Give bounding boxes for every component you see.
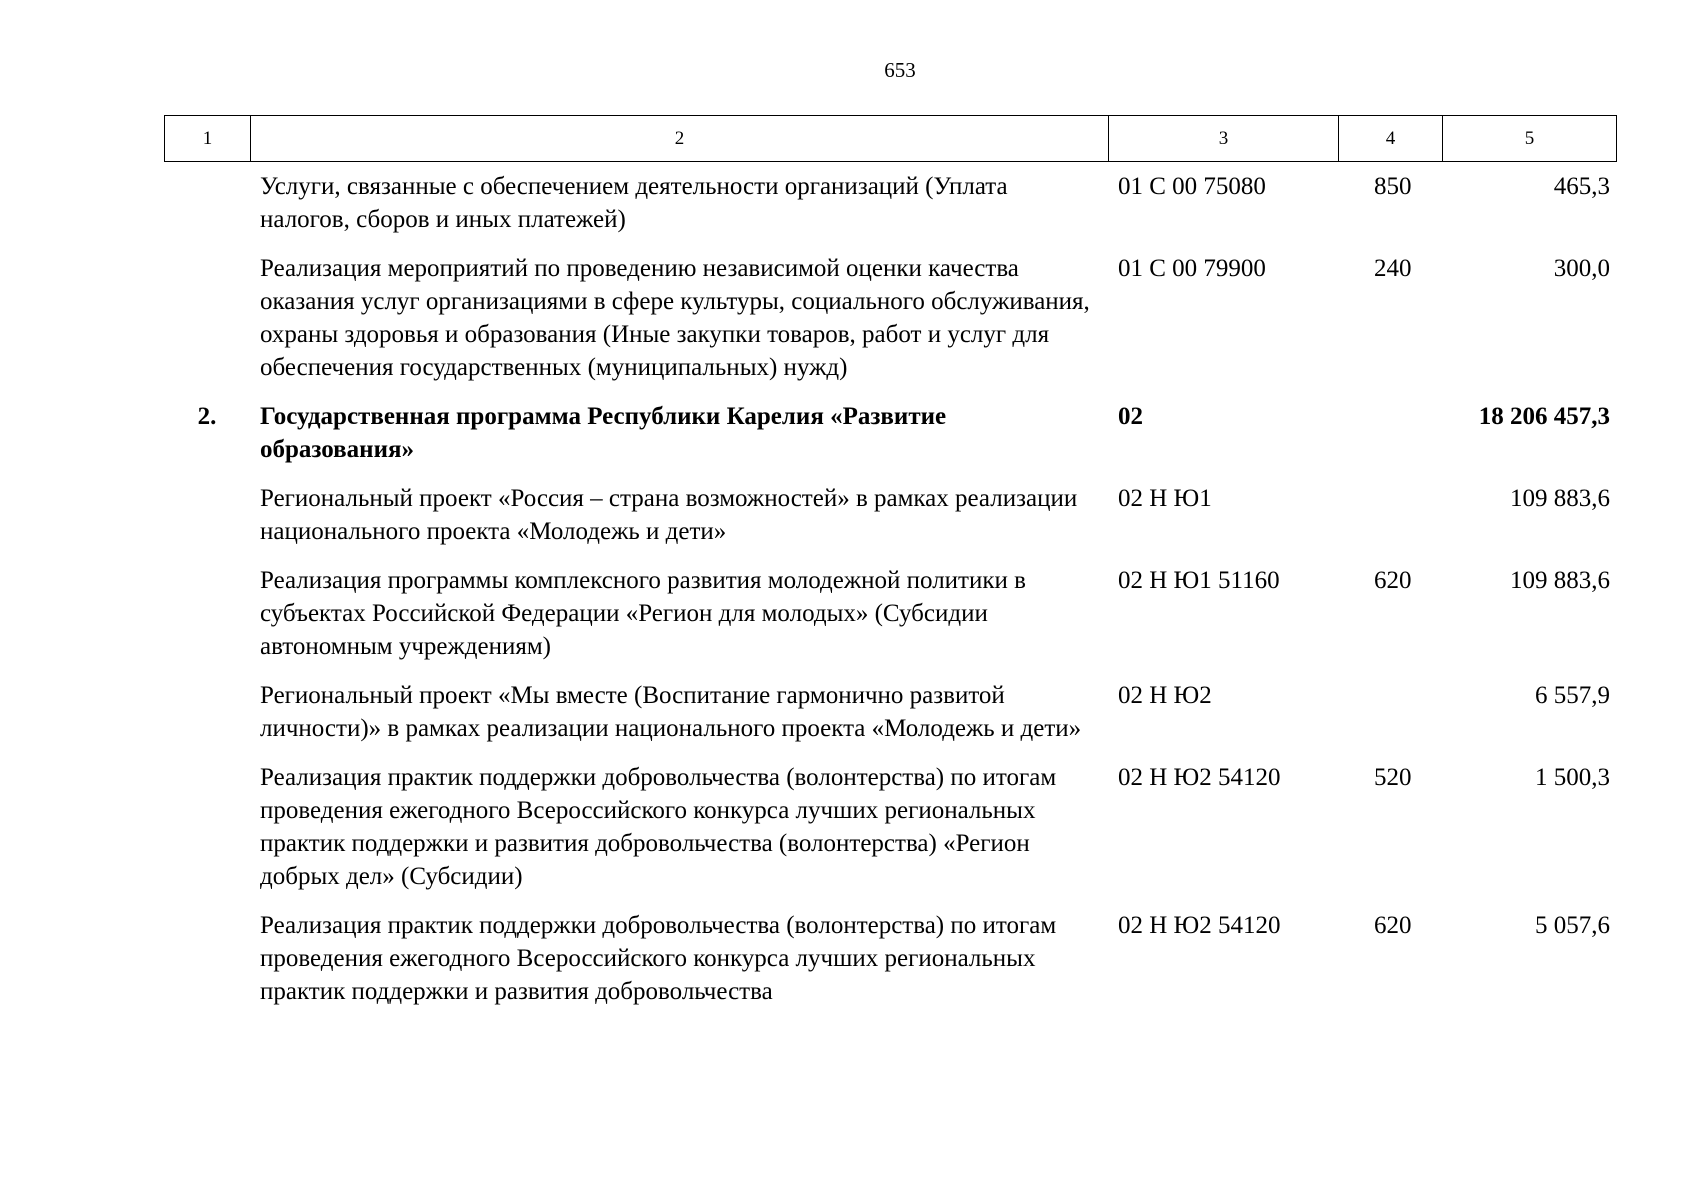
table-header bbox=[164, 115, 1617, 162]
row-type: 520 bbox=[1374, 764, 1412, 791]
header-col-5: 5 bbox=[1443, 116, 1617, 162]
row-type: 240 bbox=[1374, 255, 1412, 282]
table-body bbox=[164, 170, 1616, 1008]
row-code: 02 bbox=[1118, 403, 1143, 430]
page-number: 653 bbox=[884, 58, 916, 82]
row-code: 02 Н Ю1 bbox=[1118, 485, 1212, 512]
header-col-3: 3 bbox=[1109, 116, 1339, 162]
row-code: 02 Н Ю2 54120 bbox=[1118, 912, 1281, 939]
row-amount: 1 500,3 bbox=[1535, 764, 1610, 791]
row-type: 850 bbox=[1374, 173, 1412, 200]
row-name: Услуги, связанные с обеспечением деятельности организаций (Уплата налогов, сборов и иных платежей) bbox=[260, 173, 1008, 233]
header-col-2: 2 bbox=[251, 116, 1109, 162]
row-name: Региональный проект «Россия – страна возможностей» в рамках реализации национального проекта «Молодежь и дети» bbox=[260, 485, 1078, 545]
row-amount: 300,0 bbox=[1553, 255, 1610, 282]
row-amount: 5 057,6 bbox=[1535, 912, 1610, 939]
row-name: Реализация практик поддержки добровольчества (волонтерства) по итогам проведения ежегодного Всероссийского конкурса лучших региональных практик поддержки и развития добровольчества bbox=[260, 912, 1057, 1005]
table-row bbox=[164, 761, 1616, 893]
row-name: Реализация практик поддержки добровольчества (волонтерства) по итогам проведения ежегодного Всероссийского конкурса лучших региональных практик поддержки и развития добровольчества (волонтерства) «Регион добрых дел» (Субсидии) bbox=[260, 764, 1057, 890]
row-code: 02 Н Ю1 51160 bbox=[1118, 567, 1280, 594]
table-row bbox=[164, 564, 1616, 663]
table-row bbox=[164, 170, 1616, 236]
row-code: 02 Н Ю2 bbox=[1118, 682, 1212, 709]
row-name: Реализация мероприятий по проведению независимой оценки качества оказания услуг организациями в сфере культуры, социального обслуживания, охраны здоровья и образования (Иные закупки товаров, работ и услуг для обеспечения государственных (муниципальных) нужд) bbox=[260, 255, 1090, 381]
row-type: 620 bbox=[1374, 567, 1412, 594]
row-amount: 465,3 bbox=[1553, 173, 1610, 200]
row-code: 01 С 00 75080 bbox=[1118, 173, 1266, 200]
row-name: Региональный проект «Мы вместе (Воспитание гармонично развитой личности)» в рамках реализации национального проекта «Молодежь и дети» bbox=[260, 682, 1082, 742]
row-amount: 6 557,9 bbox=[1535, 682, 1610, 709]
row-number: 2. bbox=[197, 403, 217, 430]
row-name: Государственная программа Республики Карелия «Развитие образования» bbox=[260, 403, 947, 463]
row-amount: 109 883,6 bbox=[1510, 567, 1610, 594]
row-amount: 109 883,6 bbox=[1510, 485, 1610, 512]
row-name: Реализация программы комплексного развития молодежной политики в субъектах Российской Федерации «Регион для молодых» (Субсидии автономным учреждениям) bbox=[260, 567, 1026, 660]
table-row bbox=[164, 252, 1616, 384]
row-amount: 18 206 457,3 bbox=[1478, 403, 1610, 430]
table-row bbox=[164, 909, 1616, 1008]
row-code: 01 С 00 79900 bbox=[1118, 255, 1266, 282]
table-row bbox=[164, 400, 1616, 466]
row-code: 02 Н Ю2 54120 bbox=[1118, 764, 1281, 791]
row-type: 620 bbox=[1374, 912, 1412, 939]
table-row bbox=[164, 679, 1616, 745]
header-col-1: 1 bbox=[165, 116, 251, 162]
table-row bbox=[164, 482, 1616, 548]
header-col-4: 4 bbox=[1339, 116, 1443, 162]
